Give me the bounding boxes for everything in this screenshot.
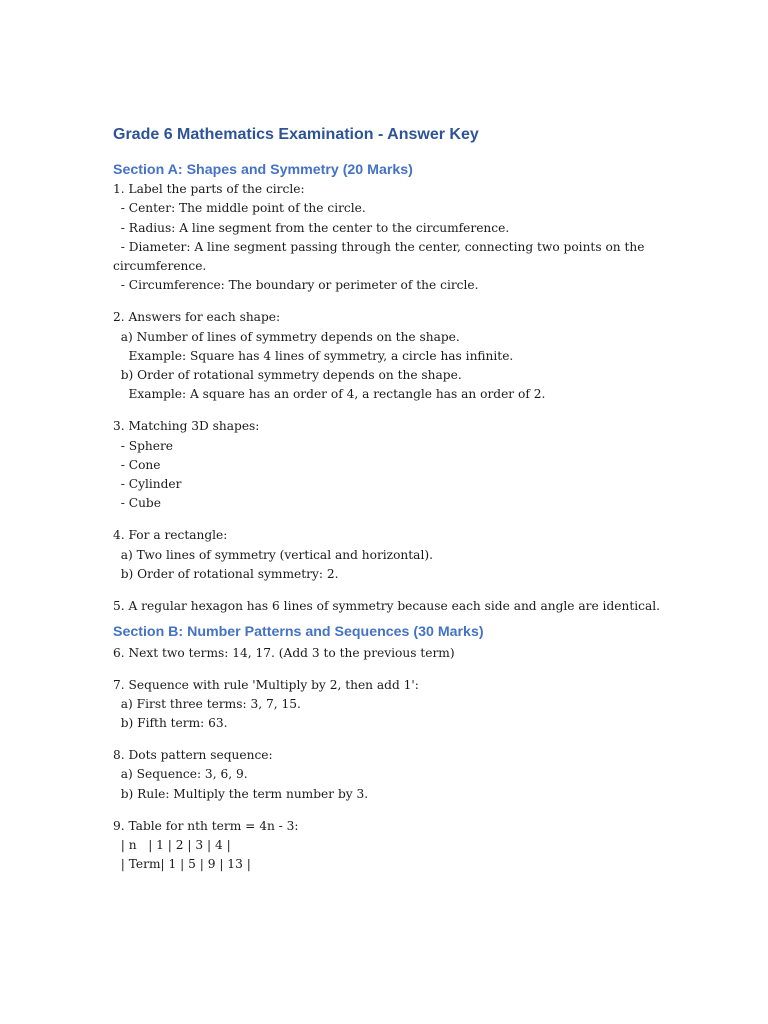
q6-text: 6. Next two terms: 14, 17. (Add 3 to the previous term) xyxy=(113,645,455,660)
q2-intro: 2. Answers for each shape: xyxy=(113,310,281,325)
q7-part-a: a) First three terms: 3, 7, 15. xyxy=(113,697,301,712)
q1-diameter-line-1: - Diameter: A line segment passing through the center, connecting two points on the xyxy=(113,239,645,254)
q8-part-a: a) Sequence: 3, 6, 9. xyxy=(113,767,248,782)
question-5 xyxy=(113,597,673,616)
q3-intro: 3. Matching 3D shapes: xyxy=(113,419,260,434)
question-4 xyxy=(113,526,673,584)
q2-part-a-example: Example: Square has 4 lines of symmetry, a circle has infinite. xyxy=(113,348,514,363)
q3-item-sphere: - Sphere xyxy=(113,438,173,453)
question-8 xyxy=(113,746,673,804)
section-a-heading: Section A: Shapes and Symmetry (20 Marks) xyxy=(113,162,413,178)
question-2 xyxy=(113,308,673,404)
q3-item-cylinder: - Cylinder xyxy=(113,477,182,492)
q2-part-b-example: Example: A square has an order of 4, a rectangle has an order of 2. xyxy=(113,387,546,402)
question-9 xyxy=(113,817,673,875)
section-b-heading: Section B: Number Patterns and Sequences (30 Marks) xyxy=(113,623,484,640)
q5-text: 5. A regular hexagon has 6 lines of symmetry because each side and angle are identical. xyxy=(113,598,660,613)
q3-item-cube: - Cube xyxy=(113,496,161,511)
q3-item-cone: - Cone xyxy=(113,457,161,472)
q1-radius: - Radius: A line segment from the center to the circumference. xyxy=(113,220,510,235)
q4-intro: 4. For a rectangle: xyxy=(113,528,228,543)
question-1 xyxy=(113,180,673,296)
q9-table-row-n: | n | 1 | 2 | 3 | 4 | xyxy=(113,837,231,852)
q8-part-b: b) Rule: Multiply the term number by 3. xyxy=(113,786,369,801)
q8-intro: 8. Dots pattern sequence: xyxy=(113,748,273,763)
q9-intro: 9. Table for nth term = 4n - 3: xyxy=(113,818,299,833)
q4-part-a: a) Two lines of symmetry (vertical and horizontal). xyxy=(113,547,433,562)
q2-part-a: a) Number of lines of symmetry depends on the shape. xyxy=(113,329,460,344)
q1-circumference: - Circumference: The boundary or perimeter of the circle. xyxy=(113,278,479,293)
q7-intro: 7. Sequence with rule 'Multiply by 2, then add 1': xyxy=(113,677,419,692)
question-3 xyxy=(113,417,673,513)
document-title: Grade 6 Mathematics Examination - Answer Key xyxy=(113,126,479,143)
q1-diameter-line-2: circumference. xyxy=(113,259,207,274)
question-6 xyxy=(113,644,673,663)
q9-table-row-term: | Term| 1 | 5 | 9 | 13 | xyxy=(113,857,251,872)
q1-center: - Center: The middle point of the circle. xyxy=(113,201,366,216)
q7-part-b: b) Fifth term: 63. xyxy=(113,716,228,731)
answer-key-document xyxy=(113,124,673,874)
question-7 xyxy=(113,676,673,734)
q2-part-b: b) Order of rotational symmetry depends on the shape. xyxy=(113,368,462,383)
q1-intro: 1. Label the parts of the circle: xyxy=(113,182,305,196)
q4-part-b: b) Order of rotational symmetry: 2. xyxy=(113,566,339,581)
